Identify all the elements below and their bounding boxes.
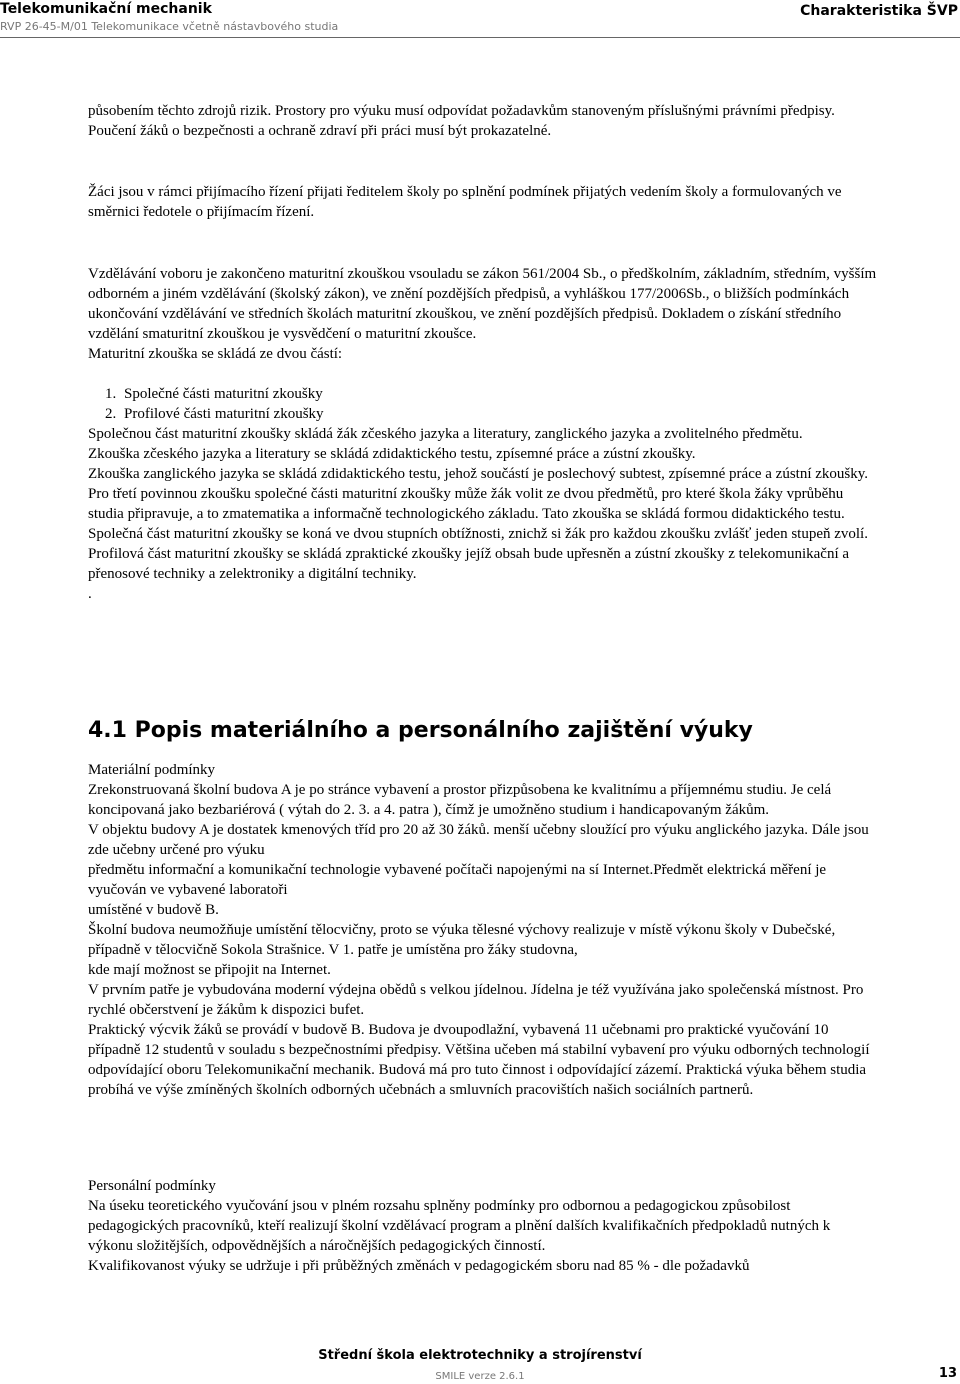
- paragraph: Pro třetí povinnou zkoušku společné části maturitní zkoušky může žák volit ze dvou předmětů, pro které škola žáky vprůběhu studia připravuje, a to zmatematika a informačně technologického základu. Tato zkouška se skládá formou didaktického testu.: [88, 486, 845, 522]
- paragraph: kde mají možnost se připojit na Internet.: [88, 962, 331, 978]
- paragraph: Zkouška zanglického jazyka se skládá zdidaktického testu, jehož součástí je poslechový subtest, zpísemné práce a zústní zkoušky.: [88, 466, 869, 482]
- section-heading: 4.1 Popis materiálního a personálního zajištění výuky: [88, 718, 753, 743]
- paragraph: předmětu informační a komunikační technologie vybavené počítači napojenými na sí Internet.Předmět elektrická měření je vyučován ve vybavené laboratoři: [88, 862, 827, 898]
- subheading: Personální podmínky: [88, 1178, 216, 1194]
- subheading: Materiální podmínky: [88, 762, 216, 778]
- paragraph: Praktický výcvik žáků se provádí v budově B. Budova je dvoupodlažní, vybavená 11 učebnami pro praktické vyučování 10 případně 12 studentů v souladu s bezpečnostními předpisy. Většina učeben má stabilní vybavení pro výuku odborných technologií odpovídající oboru Telekomunikační mechanik. Budová má pro tuto činnost i odpovídající zázemí. Praktická výuka během studia probíhá ve výše zmíněných školních odborných učebnách a smluvních pracovištích našich sociálních partnerů.: [88, 1022, 870, 1098]
- header-divider: [0, 37, 960, 38]
- footer-version: SMILE verze 2.6.1: [435, 1371, 525, 1382]
- paragraph: Na úseku teoretického vyučování jsou v plném rozsahu splněny podmínky pro odbornou a pedagogickou způsobilost pedagogických pracovníků, kteří realizují školní vzdělávací program a plnění dalších kvalifikačních předpokladů nutných k výkonu složitějších, odpovědnějších a náročnějších pedagogických činností.: [88, 1198, 831, 1254]
- admission-paragraph-block: [88, 182, 878, 222]
- paragraph: Společná část maturitní zkoušky se koná ve dvou stupních obtížnosti, znichž si žák pro každou zkoušku zvlášť jeden stupeň zvolí.: [88, 526, 868, 542]
- paragraph: Školní budova neumožňuje umístění tělocvičny, proto se výuka tělesné výchovy realizuje v místě výkonu školy v Dubečské, případně v tělocvičně Sokola Strašnice. V 1. patře je umístěna pro žáky studovna,: [88, 922, 836, 958]
- paragraph: Vzdělávání voboru je zakončeno maturitní zkouškou vsouladu se zákon 561/2004 Sb., o předškolním, základním, středním, vyšším odborném a jiném vzdělávání (školský zákon), ve znění pozdějších předpisů, a vyhláškou 177/2006Sb., o bližších podmínkách ukončování vzdělávání ve středních školách maturitní zkouškou, ve znění pozdějších předpisů. Dokladem o získání středního vzdělání smaturitní zkouškou je vysvědčení o maturitní zkoušce.: [88, 266, 877, 342]
- exam-parts-list: [88, 384, 878, 424]
- paragraph: Společnou část maturitní zkoušky skládá žák zčeského jazyka a literatury, zanglického jazyka a zvolitelného předmětu.: [88, 426, 803, 442]
- paragraph: Žáci jsou v rámci přijímacího řízení přijati ředitelem školy po splnění podmínek přijatých vedením školy a formulovaných ve směrnici ředotele o přijímacím řízení.: [88, 184, 842, 220]
- paragraph: V objektu budovy A je dostatek kmenových tříd pro 20 až 30 žáků. menší učebny sloužící pro výuku anglického jazyka. Dále jsou zde učebny určené pro výuku: [88, 822, 869, 858]
- paragraph: Maturitní zkouška se skládá ze dvou částí:: [88, 346, 343, 362]
- list-item: 2. Profilové části maturitní zkoušky: [120, 404, 878, 424]
- safety-paragraph-block: [88, 101, 878, 141]
- header-title: Telekomunikační mechanik: [0, 1, 212, 17]
- personal-conditions-block: [88, 1176, 878, 1276]
- paragraph: Zkouška zčeského jazyka a literatury se skládá zdidaktického testu, zpísemné práce a zústní zkoušky.: [88, 446, 696, 462]
- footer-school-name: Střední škola elektrotechniky a strojírenství: [318, 1348, 642, 1363]
- paragraph: .: [88, 586, 92, 602]
- paragraph: působením těchto zdrojů rizik. Prostory pro výuku musí odpovídat požadavkům stanoveným příslušnými právními předpisy. Poučení žáků o bezpečnosti a ochraně zdraví při práci musí být prokazatelné.: [88, 103, 835, 139]
- paragraph: Profilová část maturitní zkoušky se skládá zpraktické zkoušky jejíž obsah bude upřesněn a zústní zkoušky z telekomunikační a přenosové techniky a zelektroniky a digitální techniky.: [88, 546, 850, 582]
- paragraph: V prvním patře je vybudována moderní výdejna obědů s velkou jídelnou. Jídelna je též využívána jako společenská místnost. Pro rychlé občerstvení je žákům k dispozici bufet.: [88, 982, 864, 1018]
- graduation-block: [88, 264, 878, 604]
- material-conditions-block: [88, 760, 878, 1100]
- page-number: 13: [938, 1366, 957, 1381]
- paragraph: umístěné v budově B.: [88, 902, 219, 918]
- paragraph: Kvalifikovanost výuky se udržuje i při průběžných změnách v pedagogickém sboru nad 85 % - dle požadavků: [88, 1258, 750, 1274]
- header-subtitle: RVP 26-45-M/01 Telekomunikace včetně nástavbového studia: [0, 20, 339, 33]
- header-section-label: Charakteristika ŠVP: [800, 3, 958, 19]
- list-item: 1. Společné části maturitní zkoušky: [120, 384, 878, 404]
- paragraph: Zrekonstruovaná školní budova A je po stránce vybavení a prostor přizpůsobena ke kvalitnímu a příjemnému studiu. Je celá koncipovaná jako bezbariérová ( výtah do 2. 3. a 4. patra ), čímž je umožněno studium i handicapovaným žákům.: [88, 782, 832, 818]
